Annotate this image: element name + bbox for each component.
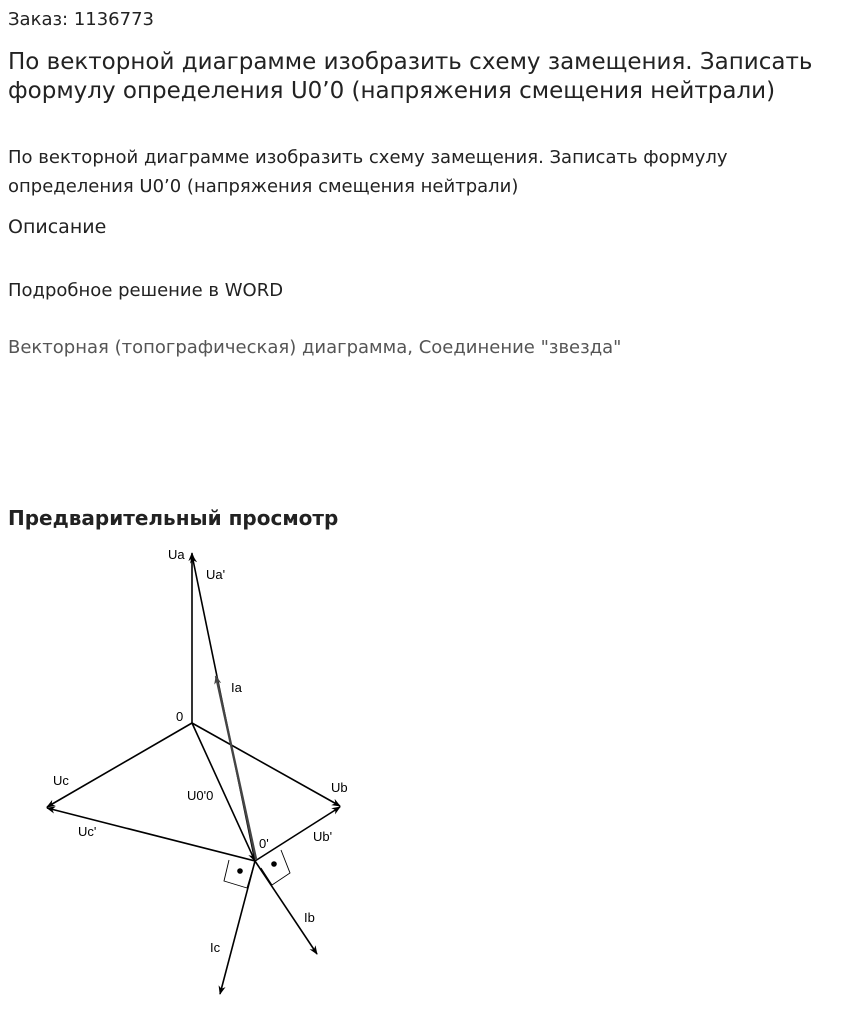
right-angle-mark-ic [224,860,253,888]
label-zero-prime: 0' [259,836,269,851]
label-ia: Ia [231,680,242,695]
label-uc: Uc [53,773,69,788]
solution-format-text: Подробное решение в WORD [8,280,284,301]
label-ua: Ua [168,547,185,562]
description-section-label: Описание [8,216,107,238]
task-description: По векторной диаграмме изобразить схему замещения. Записать формулу определения U0’0 (напряжения смещения нейтрали) [8,147,728,197]
tag-list [8,336,621,360]
label-ua-prime: Ua' [206,567,226,582]
vector-ia [216,676,256,859]
page-title: По векторной диаграмме изобразить схему замещения. Записать формулу определения U0’0 (напряжения смещения нейтрали) [8,49,813,104]
label-ub: Ub [331,780,348,795]
label-ib: Ib [304,910,315,925]
vector-diagram [0,540,400,1010]
label-ic: Ic [210,940,221,955]
label-ub-prime: Ub' [313,829,333,844]
vector-ub [192,723,340,806]
tag-separator: , [407,337,419,358]
label-u00: U0'0 [187,788,214,803]
right-angle-dot-ic [237,868,243,874]
label-uc-prime: Uc' [78,824,97,839]
tag-star-connection[interactable]: Соединение "звезда" [418,337,622,358]
order-number: Заказ: 1136773 [8,9,154,30]
vector-uc [47,723,192,807]
label-zero: 0 [176,709,184,724]
tag-vector-diagram[interactable]: Векторная (топографическая) диаграмма [8,337,408,358]
right-angle-dot-ib [271,861,277,867]
preview-heading: Предварительный просмотр [8,506,339,530]
vector-ib [255,861,317,954]
